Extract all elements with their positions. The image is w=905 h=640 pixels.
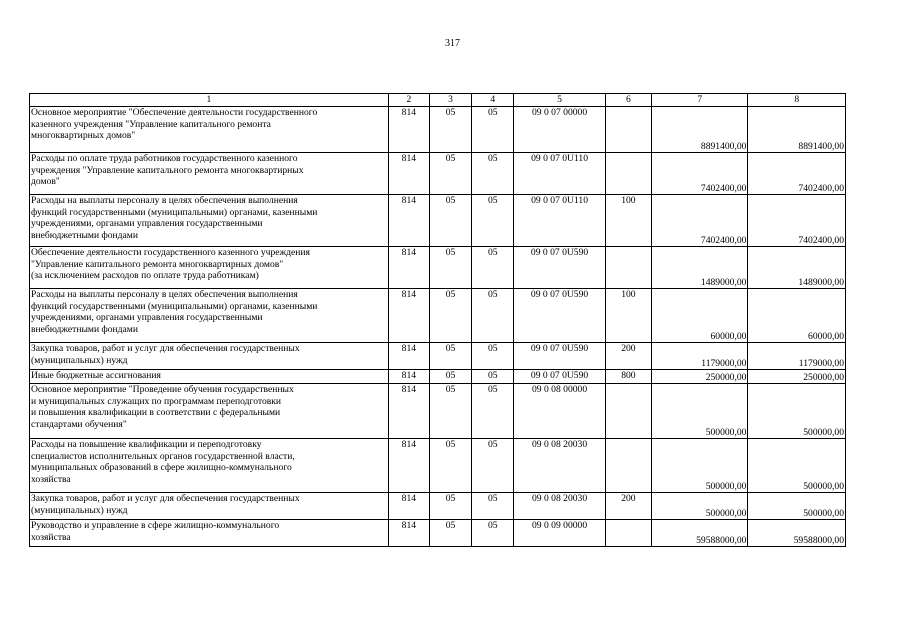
row-sum-2: 7402400,00	[748, 195, 846, 247]
table-row	[30, 384, 846, 439]
row-subsection: 05	[472, 247, 514, 289]
row-target-item: 09 0 07 0U110	[514, 153, 605, 195]
row-grbs: 814	[388, 247, 429, 289]
row-sum-1: 500000,00	[652, 384, 748, 439]
row-sum-2: 1179000,00	[748, 343, 846, 370]
row-sum-1: 250000,00	[652, 370, 748, 384]
row-section: 05	[429, 153, 471, 195]
row-expense-type	[605, 247, 651, 289]
header-col-8: 8	[748, 94, 846, 107]
row-target-item: 09 0 07 0U590	[514, 370, 605, 384]
row-sum-1: 500000,00	[652, 439, 748, 493]
row-target-item: 09 0 07 0U590	[514, 343, 605, 370]
row-section: 05	[429, 384, 471, 439]
row-section: 05	[429, 289, 471, 343]
row-grbs: 814	[388, 107, 429, 153]
row-name: Расходы на выплаты персоналу в целях обеспечения выполнения функций государственными (муниципальными) органами, казенными учреждениями, органами управления государственными внебюджетными фондами	[30, 289, 389, 343]
table-row	[30, 153, 846, 195]
row-expense-type: 200	[605, 343, 651, 370]
row-section: 05	[429, 247, 471, 289]
row-subsection: 05	[472, 370, 514, 384]
row-name: Обеспечение деятельности государственного казенного учреждения "Управление капитального ремонта многоквартирных домов" (за исключением расходов по оплате труда работникам)	[30, 247, 389, 289]
row-grbs: 814	[388, 520, 429, 547]
table-row	[30, 439, 846, 493]
row-sum-2: 250000,00	[748, 370, 846, 384]
row-target-item: 09 0 09 00000	[514, 520, 605, 547]
row-section: 05	[429, 493, 471, 520]
row-name: Основное мероприятие "Проведение обучения государственных и муниципальных служащих по программам переподготовки и повышения квалификации в соответствии с федеральными стандартами обучения"	[30, 384, 389, 439]
row-section: 05	[429, 520, 471, 547]
header-col-5: 5	[514, 94, 605, 107]
row-sum-2: 59588000,00	[748, 520, 846, 547]
row-name: Закупка товаров, работ и услуг для обеспечения государственных (муниципальных) нужд	[30, 493, 389, 520]
row-target-item: 09 0 08 00000	[514, 384, 605, 439]
row-sum-2: 1489000,00	[748, 247, 846, 289]
row-sum-1: 8891400,00	[652, 107, 748, 153]
table-row	[30, 289, 846, 343]
row-expense-type	[605, 107, 651, 153]
row-sum-2: 500000,00	[748, 439, 846, 493]
row-expense-type	[605, 520, 651, 547]
row-grbs: 814	[388, 493, 429, 520]
row-target-item: 09 0 08 20030	[514, 493, 605, 520]
table-row	[30, 107, 846, 153]
row-sum-2: 8891400,00	[748, 107, 846, 153]
row-grbs: 814	[388, 195, 429, 247]
table-row	[30, 520, 846, 547]
row-sum-1: 7402400,00	[652, 153, 748, 195]
header-col-6: 6	[605, 94, 651, 107]
header-col-2: 2	[388, 94, 429, 107]
row-name: Руководство и управление в сфере жилищно-коммунального хозяйства	[30, 520, 389, 547]
row-sum-2: 7402400,00	[748, 153, 846, 195]
table-row	[30, 195, 846, 247]
row-grbs: 814	[388, 153, 429, 195]
row-subsection: 05	[472, 343, 514, 370]
row-target-item: 09 0 07 0U590	[514, 247, 605, 289]
row-expense-type	[605, 153, 651, 195]
table-row	[30, 343, 846, 370]
header-row	[30, 94, 846, 107]
row-name: Закупка товаров, работ и услуг для обеспечения государственных (муниципальных) нужд	[30, 343, 389, 370]
row-target-item: 09 0 07 0U110	[514, 195, 605, 247]
row-section: 05	[429, 107, 471, 153]
row-sum-1: 7402400,00	[652, 195, 748, 247]
row-sum-2: 60000,00	[748, 289, 846, 343]
row-grbs: 814	[388, 289, 429, 343]
row-expense-type	[605, 439, 651, 493]
row-subsection: 05	[472, 107, 514, 153]
row-subsection: 05	[472, 153, 514, 195]
header-col-3: 3	[429, 94, 471, 107]
header-col-4: 4	[472, 94, 514, 107]
row-grbs: 814	[388, 343, 429, 370]
page-number: 317	[445, 38, 460, 49]
row-subsection: 05	[472, 384, 514, 439]
table-row	[30, 370, 846, 384]
row-name: Расходы на повышение квалификации и переподготовку специалистов исполнительных органов государственной власти, муниципальных образований в сфере жилищно-коммунального хозяйства	[30, 439, 389, 493]
row-sum-2: 500000,00	[748, 493, 846, 520]
row-section: 05	[429, 343, 471, 370]
row-sum-1: 59588000,00	[652, 520, 748, 547]
row-expense-type: 200	[605, 493, 651, 520]
table-row	[30, 247, 846, 289]
row-name: Иные бюджетные ассигнования	[30, 370, 389, 384]
row-target-item: 09 0 08 20030	[514, 439, 605, 493]
row-sum-1: 60000,00	[652, 289, 748, 343]
row-sum-1: 1489000,00	[652, 247, 748, 289]
row-grbs: 814	[388, 370, 429, 384]
row-subsection: 05	[472, 493, 514, 520]
row-grbs: 814	[388, 439, 429, 493]
row-subsection: 05	[472, 439, 514, 493]
row-name: Расходы по оплате труда работников государственного казенного учреждения "Управление капитального ремонта многоквартирных домов"	[30, 153, 389, 195]
row-expense-type: 800	[605, 370, 651, 384]
header-col-1: 1	[30, 94, 389, 107]
budget-table	[29, 93, 846, 547]
row-sum-1: 1179000,00	[652, 343, 748, 370]
row-sum-2: 500000,00	[748, 384, 846, 439]
row-grbs: 814	[388, 384, 429, 439]
row-target-item: 09 0 07 0U590	[514, 289, 605, 343]
row-sum-1: 500000,00	[652, 493, 748, 520]
row-expense-type	[605, 384, 651, 439]
table-row	[30, 493, 846, 520]
row-subsection: 05	[472, 289, 514, 343]
row-section: 05	[429, 195, 471, 247]
row-section: 05	[429, 439, 471, 493]
row-name: Расходы на выплаты персоналу в целях обеспечения выполнения функций государственными (муниципальными) органами, казенными учреждениями, органами управления государственными внебюджетными фондами	[30, 195, 389, 247]
row-subsection: 05	[472, 195, 514, 247]
row-section: 05	[429, 370, 471, 384]
row-expense-type: 100	[605, 289, 651, 343]
row-target-item: 09 0 07 00000	[514, 107, 605, 153]
header-col-7: 7	[652, 94, 748, 107]
row-name: Основное мероприятие "Обеспечение деятельности государственного казенного учреждения "Управление капитального ремонта многоквартирных домов"	[30, 107, 389, 153]
row-expense-type: 100	[605, 195, 651, 247]
row-subsection: 05	[472, 520, 514, 547]
